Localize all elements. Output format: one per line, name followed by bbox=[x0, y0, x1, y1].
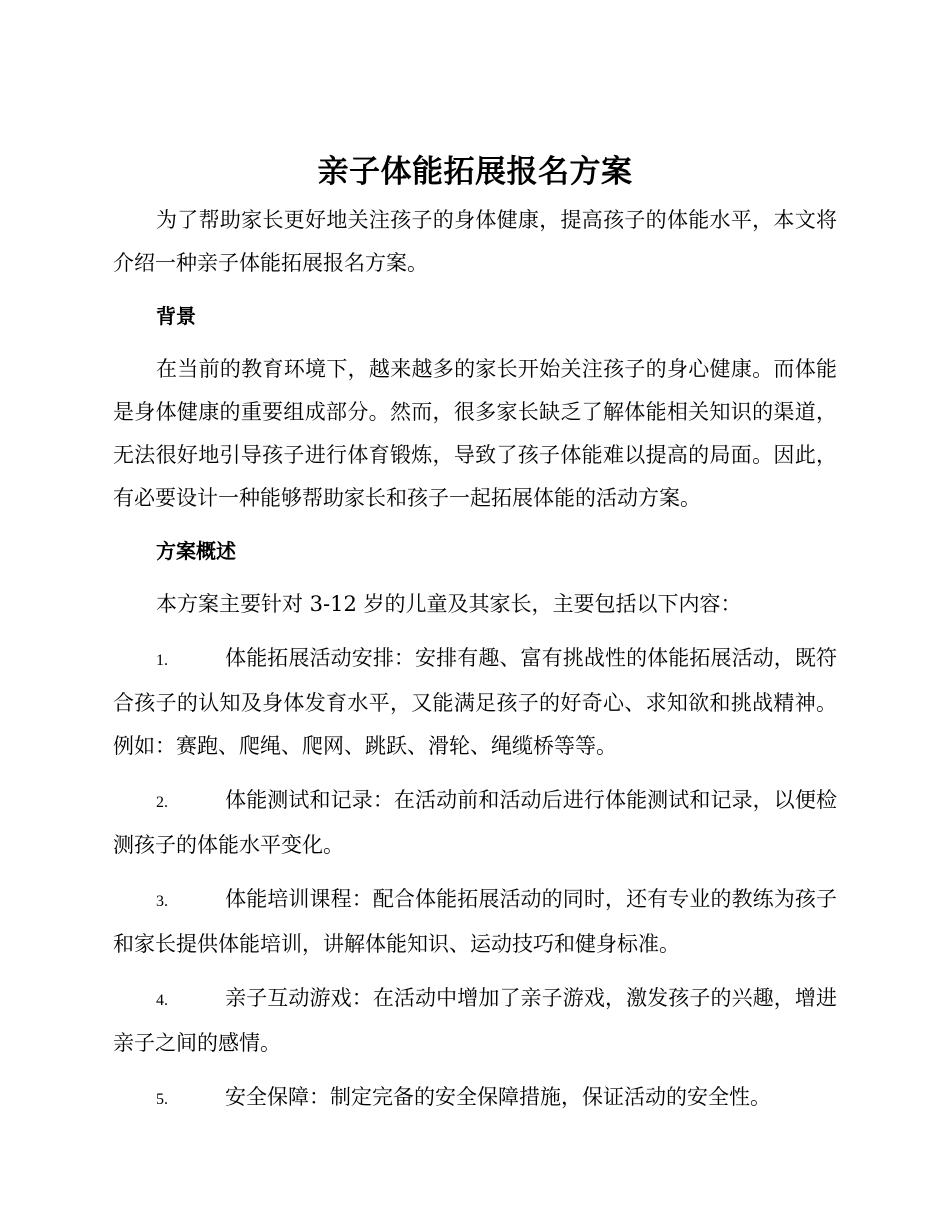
list-item bbox=[113, 977, 837, 1065]
list-item-number: 3. bbox=[156, 893, 168, 910]
section-heading-background: 背景 bbox=[156, 304, 196, 328]
list-item-text: 体能测试和记录：在活动前和活动后进行体能测试和记录，以便检测孩子的体能水平变化。 bbox=[113, 788, 837, 857]
list-item-number: 1. bbox=[156, 652, 168, 669]
document-body bbox=[113, 199, 837, 1121]
list-item-number: 2. bbox=[156, 794, 168, 811]
list-item bbox=[113, 779, 837, 867]
list-item bbox=[113, 637, 837, 768]
background-paragraph: 在当前的教育环境下，越来越多的家长开始关注孩子的身心健康。而体能是身体健康的重要组成部分。然而，很多家长缺乏了解体能相关知识的渠道，无法很好地引导孩子进行体育锻炼，导致了孩子体能难以提高的局面。因此，有必要设计一种能够帮助家长和孩子一起拓展体能的活动方案。 bbox=[113, 357, 837, 510]
list-item bbox=[113, 878, 837, 966]
overview-paragraph: 本方案主要针对 3-12 岁的儿童及其家长，主要包括以下内容： bbox=[156, 592, 742, 616]
list-item bbox=[113, 1076, 837, 1121]
list-item-number: 4. bbox=[156, 992, 168, 1009]
list-item-text: 安全保障：制定完备的安全保障措施，保证活动的安全性。 bbox=[225, 1085, 771, 1109]
list-item-text: 体能培训课程：配合体能拓展活动的同时，还有专业的教练为孩子和家长提供体能培训，讲解体能知识、运动技巧和健身标准。 bbox=[113, 887, 837, 956]
list-item-number: 5. bbox=[156, 1091, 168, 1108]
list-item-text: 体能拓展活动安排：安排有趣、富有挑战性的体能拓展活动，既符合孩子的认知及身体发育水平，又能满足孩子的好奇心、求知欲和挑战精神。例如：赛跑、爬绳、爬网、跳跃、滑轮、绳缆桥等等。 bbox=[113, 646, 837, 758]
list-item-text: 亲子互动游戏：在活动中增加了亲子游戏，激发孩子的兴趣，增进亲子之间的感情。 bbox=[113, 986, 837, 1055]
intro-paragraph: 为了帮助家长更好地关注孩子的身体健康，提高孩子的体能水平，本文将介绍一种亲子体能拓展报名方案。 bbox=[113, 208, 837, 275]
document-title: 亲子体能拓展报名方案 bbox=[317, 154, 633, 190]
section-heading-overview: 方案概述 bbox=[156, 539, 236, 563]
